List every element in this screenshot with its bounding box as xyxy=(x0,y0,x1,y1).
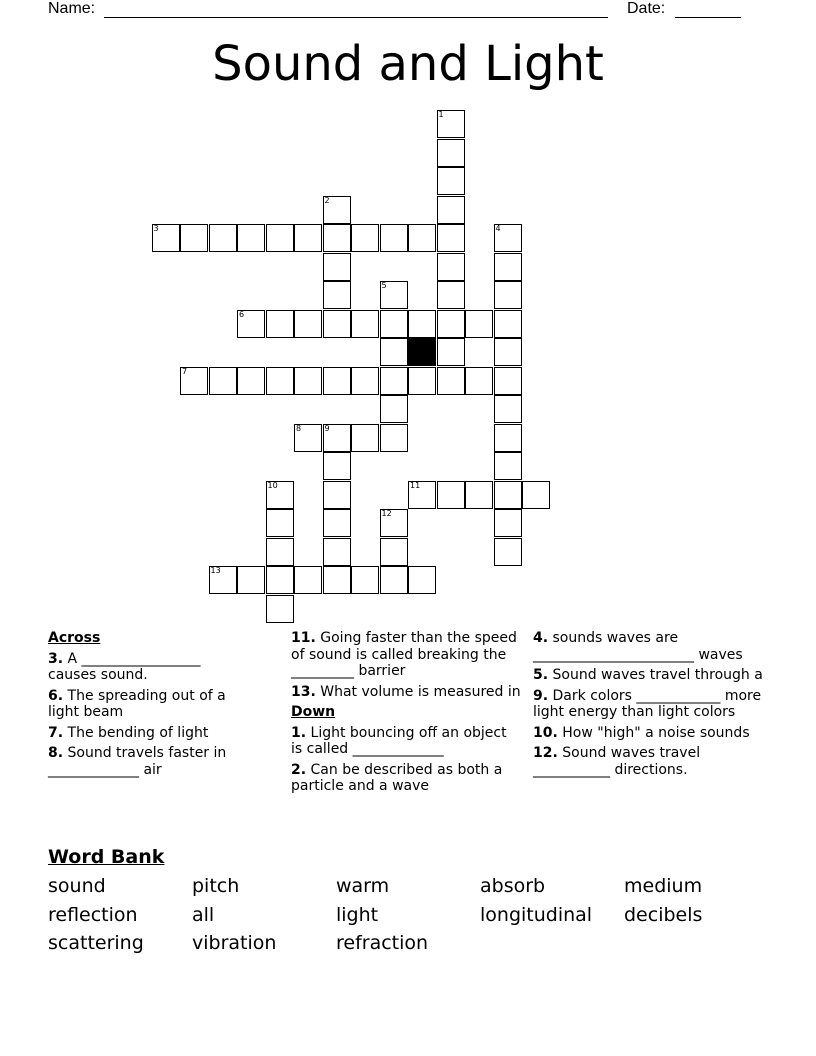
crossword-cell[interactable] xyxy=(351,310,379,338)
word-bank-word: warm xyxy=(336,875,390,897)
crossword-cell[interactable] xyxy=(437,281,465,309)
clue-number: 6. xyxy=(48,687,64,704)
cell-number: 9 xyxy=(324,423,330,433)
crossword-cell[interactable] xyxy=(494,509,522,537)
crossword-cell[interactable] xyxy=(380,424,408,452)
word-bank-word: reflection xyxy=(48,903,138,926)
crossword-cell[interactable] xyxy=(323,509,351,537)
clue-across-6 xyxy=(48,688,248,721)
crossword-cell[interactable] xyxy=(351,224,379,252)
crossword-cell[interactable] xyxy=(323,253,351,281)
crossword-cell[interactable] xyxy=(323,281,351,309)
crossword-cell[interactable] xyxy=(323,367,351,395)
cell-number: 4 xyxy=(495,224,501,233)
crossword-cell[interactable] xyxy=(380,224,408,252)
cell-number: 1 xyxy=(438,110,444,119)
crossword-cell[interactable] xyxy=(408,566,436,594)
crossword-cell[interactable] xyxy=(465,310,493,338)
crossword-cell[interactable] xyxy=(408,224,436,252)
word-bank-word: sound xyxy=(48,875,106,897)
cell-number: 8 xyxy=(296,423,302,433)
crossword-cell[interactable] xyxy=(237,224,265,252)
crossword-cell[interactable] xyxy=(494,395,522,423)
crossword-cell[interactable] xyxy=(522,481,550,509)
crossword-cell[interactable] xyxy=(237,566,265,594)
word-bank-word: light xyxy=(336,903,379,926)
clue-across-8 xyxy=(48,745,248,778)
name-label: Name: xyxy=(48,0,96,17)
clue-across-3 xyxy=(48,651,248,684)
clue-text: Going faster than the speed of sound is called breaking the _________ barrier xyxy=(291,630,517,679)
clue-text: sounds waves are _______________________ waves xyxy=(533,630,743,663)
crossword-cell[interactable] xyxy=(266,481,294,509)
crossword-cell[interactable] xyxy=(294,224,322,252)
crossword-cell[interactable] xyxy=(494,538,522,566)
crossword-cell[interactable] xyxy=(266,566,294,594)
crossword-cell[interactable] xyxy=(323,538,351,566)
crossword-cell[interactable] xyxy=(323,424,351,452)
crossword-cell[interactable] xyxy=(437,196,465,224)
clue-number: 1. xyxy=(291,724,307,741)
clue-text: Light bouncing off an object is called _____________ xyxy=(291,724,507,757)
crossword-cell[interactable] xyxy=(266,367,294,395)
clue-number: 7. xyxy=(48,724,64,741)
clue-text: The bending of light xyxy=(67,724,209,741)
crossword-cell[interactable] xyxy=(408,481,436,509)
crossword-black-cell xyxy=(408,338,436,366)
cell-number: 6 xyxy=(239,309,245,319)
crossword-cell[interactable] xyxy=(323,566,351,594)
crossword-cell[interactable] xyxy=(408,367,436,395)
word-bank-word: longitudinal xyxy=(480,903,593,926)
cell-number: 11 xyxy=(410,480,421,490)
clue-text: What volume is measured in xyxy=(320,683,521,700)
crossword-cell[interactable] xyxy=(351,566,379,594)
crossword-cell[interactable] xyxy=(494,367,522,395)
crossword-cell[interactable] xyxy=(266,509,294,537)
clue-number: 10. xyxy=(533,724,558,741)
clue-down-1 xyxy=(291,725,521,758)
crossword-cell[interactable] xyxy=(437,224,465,252)
clue-across-13 xyxy=(291,684,521,701)
clue-text: Dark colors ____________ more light energy than light colors xyxy=(533,687,762,720)
date-label: Date: xyxy=(627,0,666,17)
word-bank xyxy=(48,874,768,956)
clue-number: 2. xyxy=(291,761,307,778)
crossword-cell[interactable] xyxy=(209,224,237,252)
crossword-cell[interactable] xyxy=(294,424,322,452)
clue-number: 5. xyxy=(533,667,549,683)
across-heading: Across xyxy=(48,630,101,646)
clue-number: 13. xyxy=(291,683,316,700)
crossword-cell[interactable] xyxy=(380,538,408,566)
clue-number: 9. xyxy=(533,687,549,704)
crossword-cell[interactable] xyxy=(351,424,379,452)
crossword-cell[interactable] xyxy=(266,538,294,566)
crossword-cell[interactable] xyxy=(494,481,522,509)
crossword-cell[interactable] xyxy=(180,367,208,395)
crossword-cell[interactable] xyxy=(152,224,180,252)
crossword-cell[interactable] xyxy=(266,310,294,338)
clue-down-4 xyxy=(533,630,773,663)
crossword-cell[interactable] xyxy=(494,338,522,366)
crossword-cell[interactable] xyxy=(465,481,493,509)
clue-text: Sound waves travel ___________ directions. xyxy=(533,745,701,778)
word-bank-word: medium xyxy=(624,875,703,897)
clue-down-9 xyxy=(533,688,773,721)
crossword-cell[interactable] xyxy=(209,367,237,395)
crossword-cell[interactable] xyxy=(494,253,522,281)
down-heading: Down xyxy=(291,704,336,720)
crossword-cell[interactable] xyxy=(465,367,493,395)
cell-number: 10 xyxy=(267,480,278,490)
crossword-cell[interactable] xyxy=(494,281,522,309)
crossword-cell[interactable] xyxy=(437,367,465,395)
crossword-cell[interactable] xyxy=(494,424,522,452)
clue-text: A _________________ causes sound. xyxy=(48,650,201,683)
crossword-cell[interactable] xyxy=(494,452,522,480)
crossword-cell[interactable] xyxy=(437,167,465,195)
crossword-cell[interactable] xyxy=(437,253,465,281)
word-bank-title: Word Bank xyxy=(48,846,165,868)
crossword-cell[interactable] xyxy=(437,481,465,509)
cell-number: 13 xyxy=(210,566,221,575)
crossword-cell[interactable] xyxy=(380,310,408,338)
clue-text: How "high" a noise sounds xyxy=(562,724,750,741)
crossword-cell[interactable] xyxy=(294,367,322,395)
crossword-cell[interactable] xyxy=(266,224,294,252)
word-bank-word: refraction xyxy=(336,932,429,954)
crossword-cell[interactable] xyxy=(380,338,408,366)
clue-text: Sound waves travel through a xyxy=(552,667,763,683)
word-bank-word: decibels xyxy=(624,903,703,926)
crossword-cell[interactable] xyxy=(323,310,351,338)
crossword-cell[interactable] xyxy=(180,224,208,252)
clue-number: 11. xyxy=(291,630,316,646)
clue-down-10 xyxy=(533,725,773,742)
clue-number: 8. xyxy=(48,745,64,761)
crossword-cell[interactable] xyxy=(323,481,351,509)
crossword-cell[interactable] xyxy=(266,595,294,623)
word-bank-word: pitch xyxy=(192,875,240,897)
clue-column-1 xyxy=(48,630,248,782)
clue-column-3 xyxy=(533,630,773,782)
clue-across-7 xyxy=(48,725,248,742)
crossword-cell[interactable] xyxy=(323,452,351,480)
word-bank-word: vibration xyxy=(192,932,277,954)
cell-number: 5 xyxy=(381,281,387,290)
word-bank-word: absorb xyxy=(480,875,546,897)
clue-column-2 xyxy=(291,630,521,799)
crossword-cell[interactable] xyxy=(380,509,408,537)
clue-text: Can be described as both a particle and a wave xyxy=(291,761,503,794)
crossword-cell[interactable] xyxy=(209,566,237,594)
crossword-cell[interactable] xyxy=(494,224,522,252)
crossword-cell[interactable] xyxy=(323,196,351,224)
crossword-cell[interactable] xyxy=(437,310,465,338)
word-bank-word: scattering xyxy=(48,932,144,954)
cell-number: 7 xyxy=(182,366,188,376)
crossword-cell[interactable] xyxy=(494,310,522,338)
clue-across-11 xyxy=(291,630,521,680)
crossword-cell[interactable] xyxy=(380,566,408,594)
crossword-cell[interactable] xyxy=(380,395,408,423)
crossword-cell[interactable] xyxy=(408,310,436,338)
crossword-cell[interactable] xyxy=(294,566,322,594)
clue-text: Sound travels faster in _____________ air xyxy=(48,745,227,778)
crossword-cell[interactable] xyxy=(380,281,408,309)
crossword-cell[interactable] xyxy=(437,139,465,167)
clue-text: The spreading out of a light beam xyxy=(48,687,226,720)
cell-number: 3 xyxy=(153,224,159,233)
crossword-cell[interactable] xyxy=(437,110,465,138)
clue-down-5 xyxy=(533,667,773,684)
crossword-cell[interactable] xyxy=(237,367,265,395)
clue-number: 4. xyxy=(533,630,549,646)
crossword-cell[interactable] xyxy=(437,338,465,366)
cell-number: 2 xyxy=(324,195,330,205)
crossword-cell[interactable] xyxy=(380,367,408,395)
clue-down-2 xyxy=(291,762,521,795)
crossword-cell[interactable] xyxy=(351,367,379,395)
crossword-cell[interactable] xyxy=(294,310,322,338)
clue-number: 3. xyxy=(48,650,64,667)
crossword-cell[interactable] xyxy=(323,224,351,252)
clue-down-12 xyxy=(533,745,773,778)
cell-number: 12 xyxy=(381,509,392,518)
crossword-cell[interactable] xyxy=(237,310,265,338)
word-bank-word: all xyxy=(192,903,215,926)
puzzle-title: Sound and Light xyxy=(212,36,604,92)
clue-number: 12. xyxy=(533,745,558,761)
